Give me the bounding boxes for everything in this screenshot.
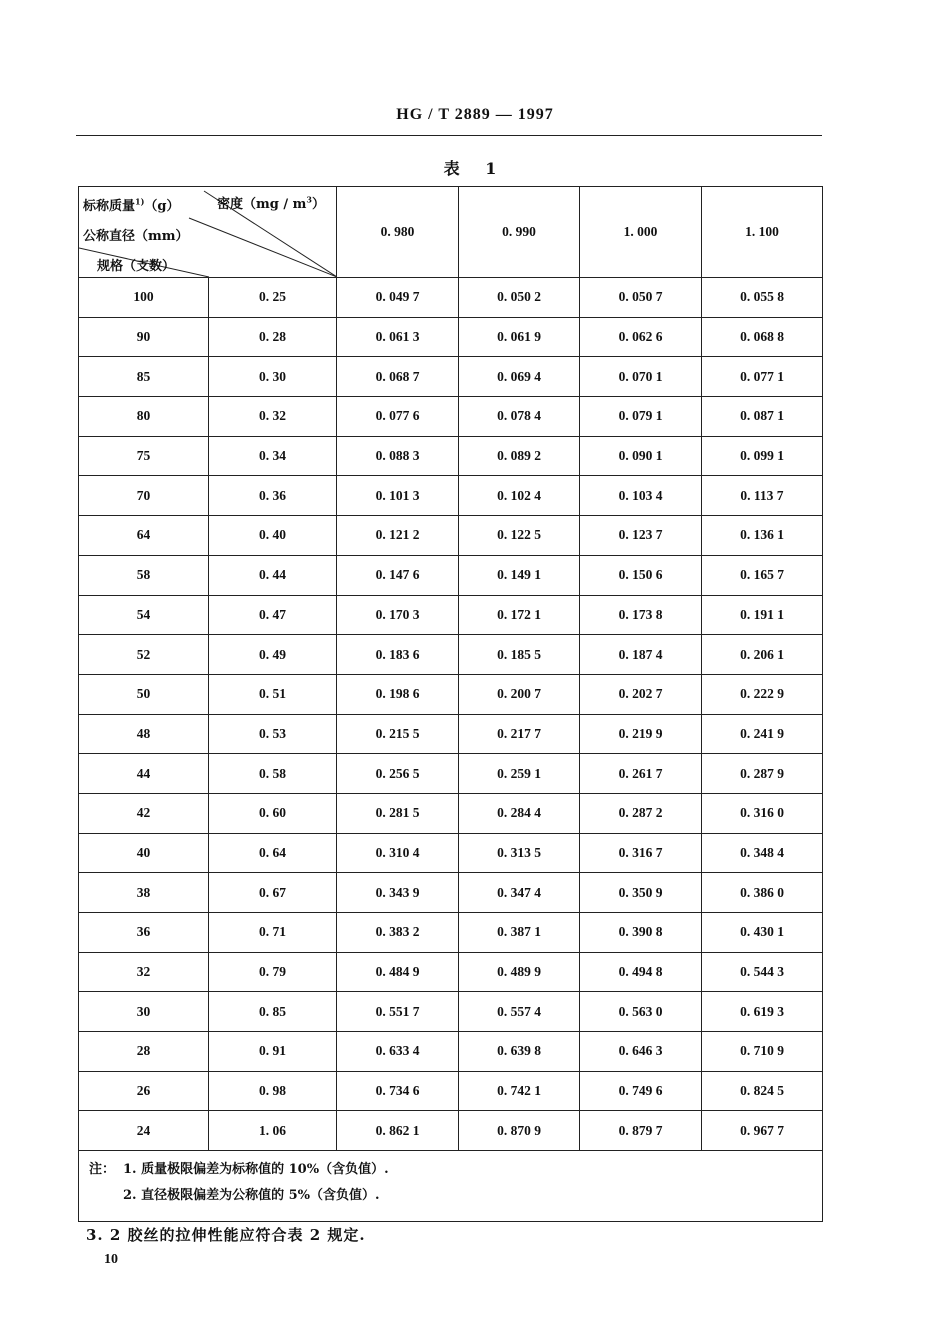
spec-cell: 28: [79, 1032, 209, 1072]
table-row: [79, 992, 823, 1032]
mass-cell: 0. 136 1: [702, 516, 823, 556]
mass-cell: 0. 544 3: [702, 952, 823, 992]
table-row: [79, 278, 823, 318]
mass-cell: 0. 087 1: [702, 397, 823, 437]
density-header: 1. 000: [580, 187, 702, 278]
mass-cell: 0. 646 3: [580, 1032, 702, 1072]
mass-cell: 0. 101 3: [337, 476, 459, 516]
unit-g: （g）: [144, 199, 180, 214]
header-rule: [76, 135, 822, 136]
data-table: [78, 186, 823, 1222]
table-row: [79, 1071, 823, 1111]
mass-cell: 0. 088 3: [337, 436, 459, 476]
spec-cell: 26: [79, 1071, 209, 1111]
diameter-cell: 0. 53: [209, 714, 337, 754]
mass-cell: 0. 170 3: [337, 595, 459, 635]
mass-cell: 0. 734 6: [337, 1071, 459, 1111]
mass-cell: 0. 348 4: [702, 833, 823, 873]
mass-cell: 0. 172 1: [459, 595, 580, 635]
density-header: 0. 990: [459, 187, 580, 278]
table-row: [79, 1032, 823, 1072]
density-header: 0. 980: [337, 187, 459, 278]
mass-cell: 0. 870 9: [459, 1111, 580, 1151]
diameter-cell: 0. 34: [209, 436, 337, 476]
mass-cell: 0. 633 4: [337, 1032, 459, 1072]
diameter-cell: 0. 44: [209, 555, 337, 595]
diameter-cell: 0. 51: [209, 674, 337, 714]
mass-cell: 0. 198 6: [337, 674, 459, 714]
note-item: 2. 直径极限偏差为公称值的 5%（含负值）.: [123, 1188, 380, 1204]
mass-cell: 0. 062 6: [580, 317, 702, 357]
table-row: [79, 833, 823, 873]
note-label: 注：: [89, 1162, 116, 1178]
mass-cell: 0. 862 1: [337, 1111, 459, 1151]
mass-cell: 0. 383 2: [337, 913, 459, 953]
spec-cell: 85: [79, 357, 209, 397]
mass-cell: 0. 710 9: [702, 1032, 823, 1072]
note-line-1: [89, 1159, 822, 1185]
spec-cell: 40: [79, 833, 209, 873]
mass-cell: 0. 049 7: [337, 278, 459, 318]
mass-cell: 0. 256 5: [337, 754, 459, 794]
mass-cell: 0. 824 5: [702, 1071, 823, 1111]
table-row: [79, 714, 823, 754]
mass-cell: 0. 563 0: [580, 992, 702, 1032]
spec-cell: 42: [79, 793, 209, 833]
mass-cell: 0. 241 9: [702, 714, 823, 754]
table-row: [79, 476, 823, 516]
mass-cell: 0. 191 1: [702, 595, 823, 635]
spec-label: 规格（支数）: [97, 259, 176, 274]
mass-cell: 0. 259 1: [459, 754, 580, 794]
mass-cell: 0. 557 4: [459, 992, 580, 1032]
diameter-cell: 0. 32: [209, 397, 337, 437]
diameter-cell: 0. 85: [209, 992, 337, 1032]
mass-cell: 0. 121 2: [337, 516, 459, 556]
mass-cell: 0. 430 1: [702, 913, 823, 953]
spec-cell: 100: [79, 278, 209, 318]
spec-cell: 32: [79, 952, 209, 992]
mass-cell: 0. 183 6: [337, 635, 459, 675]
mass-cell: 0. 206 1: [702, 635, 823, 675]
density-superscript: 3: [306, 194, 312, 205]
nominal-diameter-label: 公称直径（mm）: [83, 229, 189, 244]
spec-cell: 50: [79, 674, 209, 714]
table-row: [79, 952, 823, 992]
mass-cell: 0. 390 8: [580, 913, 702, 953]
diameter-cell: 0. 91: [209, 1032, 337, 1072]
diameter-cell: 0. 28: [209, 317, 337, 357]
mass-cell: 0. 187 4: [580, 635, 702, 675]
diameter-cell: 0. 58: [209, 754, 337, 794]
mass-cell: 0. 102 4: [459, 476, 580, 516]
mass-cell: 0. 316 7: [580, 833, 702, 873]
density-text: 密度（mg / m: [217, 197, 307, 212]
mass-cell: 0. 494 8: [580, 952, 702, 992]
table-title: 表 1: [443, 159, 507, 178]
mass-cell: 0. 050 7: [580, 278, 702, 318]
spec-cell: 48: [79, 714, 209, 754]
table-row: [79, 873, 823, 913]
mass-cell: 0. 147 6: [337, 555, 459, 595]
notes-cell: [79, 1151, 823, 1222]
diameter-cell: 0. 67: [209, 873, 337, 913]
table-row: [79, 913, 823, 953]
table-row: [79, 674, 823, 714]
diameter-cell: 0. 64: [209, 833, 337, 873]
diameter-cell: 0. 47: [209, 595, 337, 635]
spec-cell: 80: [79, 397, 209, 437]
spec-cell: 36: [79, 913, 209, 953]
density-header: 1. 100: [702, 187, 823, 278]
mass-cell: 0. 069 4: [459, 357, 580, 397]
spec-cell: 30: [79, 992, 209, 1032]
density-label: [217, 193, 325, 212]
mass-cell: 0. 077 6: [337, 397, 459, 437]
mass-cell: 0. 742 1: [459, 1071, 580, 1111]
mass-cell: 0. 202 7: [580, 674, 702, 714]
notes-row: [79, 1151, 823, 1222]
mass-cell: 0. 068 7: [337, 357, 459, 397]
spec-cell: 24: [79, 1111, 209, 1151]
mass-cell: 0. 287 2: [580, 793, 702, 833]
diameter-cell: 0. 40: [209, 516, 337, 556]
spec-cell: 54: [79, 595, 209, 635]
note-item: 1. 质量极限偏差为标称值的 10%（含负值）.: [123, 1162, 389, 1178]
spec-cell: 64: [79, 516, 209, 556]
table-header-row: [79, 187, 823, 278]
mass-cell: 0. 103 4: [580, 476, 702, 516]
note-line-2: [89, 1185, 822, 1211]
diameter-cell: 0. 79: [209, 952, 337, 992]
table-row: [79, 635, 823, 675]
diameter-cell: 1. 06: [209, 1111, 337, 1151]
mass-cell: 0. 749 6: [580, 1071, 702, 1111]
diameter-cell: 0. 60: [209, 793, 337, 833]
mass-cell: 0. 090 1: [580, 436, 702, 476]
mass-cell: 0. 316 0: [702, 793, 823, 833]
diameter-cell: 0. 49: [209, 635, 337, 675]
mass-cell: 0. 287 9: [702, 754, 823, 794]
mass-cell: 0. 347 4: [459, 873, 580, 913]
mass-cell: 0. 079 1: [580, 397, 702, 437]
table-row: [79, 436, 823, 476]
mass-cell: 0. 113 7: [702, 476, 823, 516]
mass-cell: 0. 219 9: [580, 714, 702, 754]
mass-cell: 0. 310 4: [337, 833, 459, 873]
spec-cell: 44: [79, 754, 209, 794]
footnote-mark: 1): [135, 196, 145, 207]
table-row: [79, 793, 823, 833]
diameter-cell: 0. 71: [209, 913, 337, 953]
mass-cell: 0. 967 7: [702, 1111, 823, 1151]
mass-cell: 0. 215 5: [337, 714, 459, 754]
table-row: [79, 555, 823, 595]
page-number: 10: [104, 1252, 118, 1267]
diameter-cell: 0. 98: [209, 1071, 337, 1111]
mass-cell: 0. 050 2: [459, 278, 580, 318]
clause-3-2: 3. 2 胶丝的拉伸性能应符合表 2 规定.: [86, 1226, 366, 1244]
table-row: [79, 317, 823, 357]
corner-header-cell: [79, 187, 337, 278]
spec-cell: 58: [79, 555, 209, 595]
mass-cell: 0. 217 7: [459, 714, 580, 754]
mass-cell: 0. 350 9: [580, 873, 702, 913]
nominal-mass-text: 标称质量: [83, 199, 136, 214]
mass-cell: 0. 122 5: [459, 516, 580, 556]
mass-cell: 0. 879 7: [580, 1111, 702, 1151]
mass-cell: 0. 089 2: [459, 436, 580, 476]
mass-cell: 0. 185 5: [459, 635, 580, 675]
mass-cell: 0. 281 5: [337, 793, 459, 833]
mass-cell: 0. 123 7: [580, 516, 702, 556]
spec-cell: 52: [79, 635, 209, 675]
mass-cell: 0. 387 1: [459, 913, 580, 953]
mass-cell: 0. 173 8: [580, 595, 702, 635]
diameter-cell: 0. 25: [209, 278, 337, 318]
mass-cell: 0. 150 6: [580, 555, 702, 595]
mass-cell: 0. 484 9: [337, 952, 459, 992]
mass-cell: 0. 386 0: [702, 873, 823, 913]
mass-cell: 0. 200 7: [459, 674, 580, 714]
table-row: [79, 1111, 823, 1151]
table-row: [79, 754, 823, 794]
spec-cell: 70: [79, 476, 209, 516]
mass-cell: 0. 061 3: [337, 317, 459, 357]
mass-cell: 0. 222 9: [702, 674, 823, 714]
mass-cell: 0. 070 1: [580, 357, 702, 397]
mass-cell: 0. 639 8: [459, 1032, 580, 1072]
mass-cell: 0. 313 5: [459, 833, 580, 873]
spec-cell: 38: [79, 873, 209, 913]
table-row: [79, 516, 823, 556]
mass-cell: 0. 343 9: [337, 873, 459, 913]
table-row: [79, 595, 823, 635]
spec-cell: 75: [79, 436, 209, 476]
mass-cell: 0. 078 4: [459, 397, 580, 437]
mass-cell: 0. 284 4: [459, 793, 580, 833]
mass-cell: 0. 165 7: [702, 555, 823, 595]
table-row: [79, 357, 823, 397]
mass-cell: 0. 489 9: [459, 952, 580, 992]
mass-cell: 0. 261 7: [580, 754, 702, 794]
diameter-cell: 0. 36: [209, 476, 337, 516]
spec-cell: 90: [79, 317, 209, 357]
document-header: HG / T 2889 — 1997: [396, 106, 554, 123]
mass-cell: 0. 099 1: [702, 436, 823, 476]
density-close: ）: [311, 197, 325, 212]
mass-cell: 0. 149 1: [459, 555, 580, 595]
mass-cell: 0. 077 1: [702, 357, 823, 397]
diameter-cell: 0. 30: [209, 357, 337, 397]
mass-cell: 0. 068 8: [702, 317, 823, 357]
nominal-mass-label: [83, 195, 179, 214]
table-row: [79, 397, 823, 437]
mass-cell: 0. 055 8: [702, 278, 823, 318]
mass-cell: 0. 061 9: [459, 317, 580, 357]
mass-cell: 0. 551 7: [337, 992, 459, 1032]
mass-cell: 0. 619 3: [702, 992, 823, 1032]
